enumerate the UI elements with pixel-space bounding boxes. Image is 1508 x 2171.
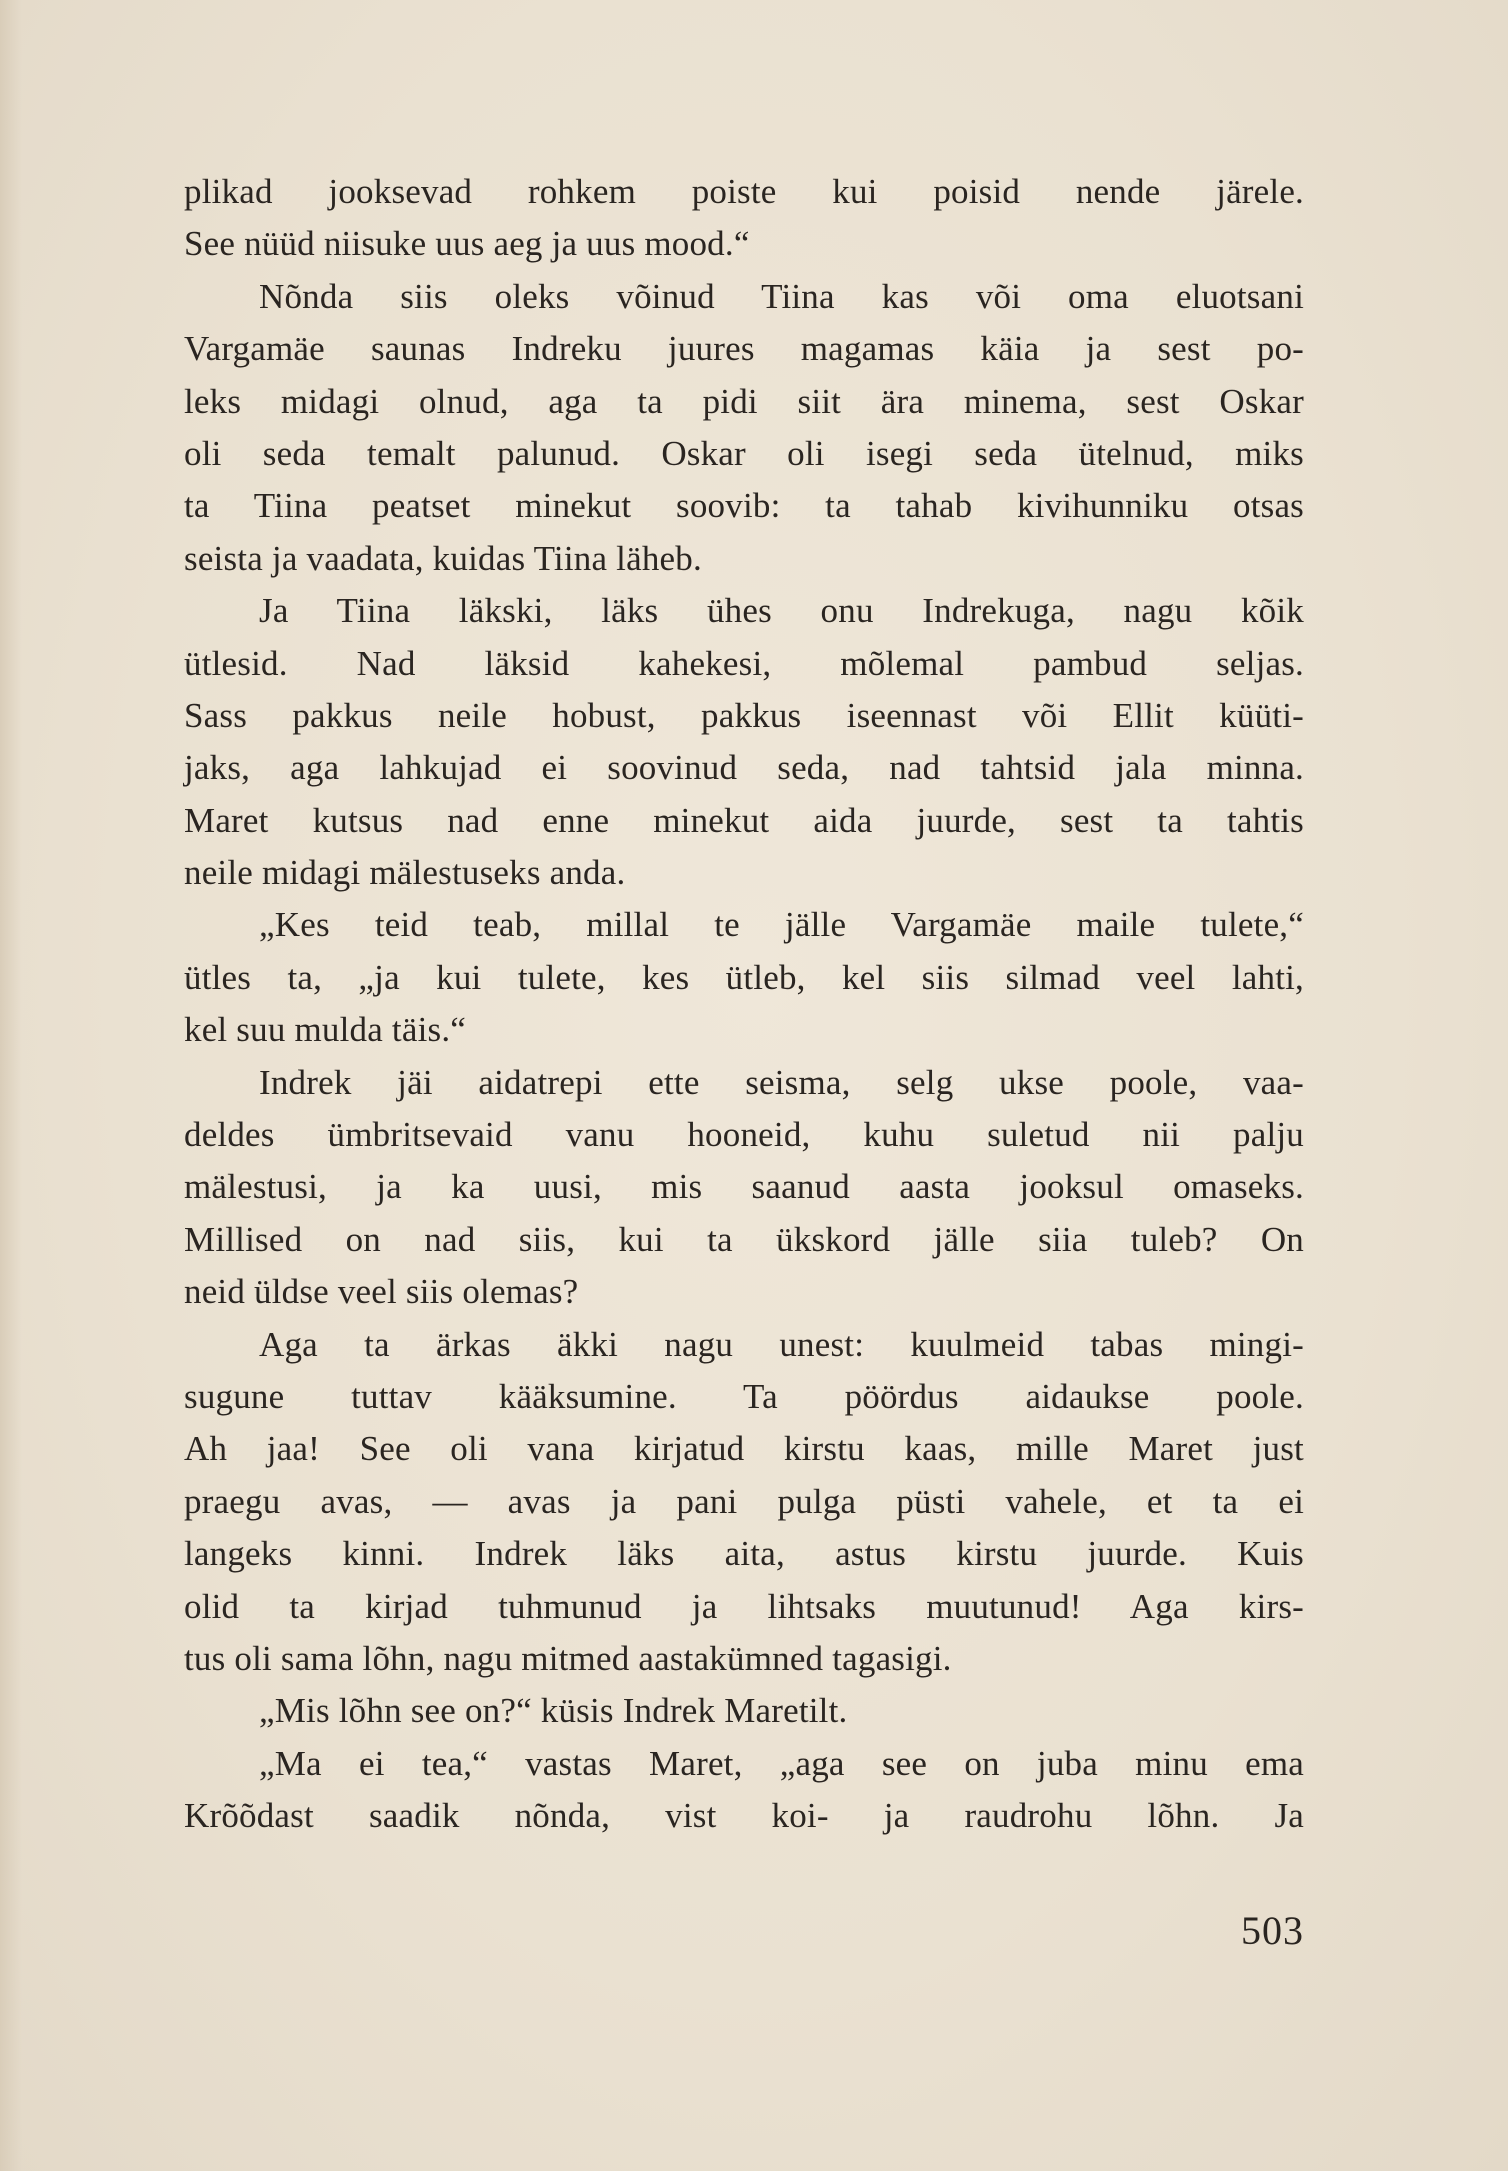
text-line: mälestusi, ja ka uusi, mis saanud aasta jooksul omaseks. bbox=[184, 1167, 1304, 1207]
text-line: neile midagi mälestuseks anda. bbox=[184, 853, 626, 893]
text-line: olid ta kirjad tuhmunud ja lihtsaks muutunud! Aga kirs- bbox=[184, 1586, 1304, 1626]
text-line: Sass pakkus neile hobust, pakkus iseennast või Ellit küüti- bbox=[184, 695, 1304, 735]
page-gutter-shadow bbox=[0, 0, 22, 2171]
text-line: Millised on nad siis, kui ta ükskord jälle siia tuleb? On bbox=[184, 1219, 1304, 1259]
text-line: sugune tuttav kääksumine. Ta pöördus aidaukse poole. bbox=[184, 1376, 1304, 1416]
text-line: oli seda temalt palunud. Oskar oli isegi seda ütelnud, miks bbox=[184, 433, 1304, 473]
text-line: kel suu mulda täis.“ bbox=[184, 1010, 467, 1050]
text-line: jaks, aga lahkujad ei soovinud seda, nad tahtsid jala minna. bbox=[184, 748, 1304, 788]
text-line: See nüüd niisuke uus aeg ja uus mood.“ bbox=[184, 224, 750, 264]
text-line: deldes ümbritsevaid vanu hooneid, kuhu suletud nii palju bbox=[184, 1115, 1304, 1155]
paragraph-start-line: Indrek jäi aidatrepi ette seisma, selg ukse poole, vaa- bbox=[259, 1062, 1304, 1102]
text-line: praegu avas, — avas ja pani pulga püsti vahele, et ta ei bbox=[184, 1481, 1304, 1521]
page-number: 503 bbox=[1241, 1908, 1304, 1953]
text-line: Vargamäe saunas Indreku juures magamas käia ja sest po- bbox=[184, 329, 1304, 369]
text-line: Ah jaa! See oli vana kirjatud kirstu kaas, mille Maret just bbox=[184, 1429, 1304, 1469]
paragraph-start-line: Ja Tiina läkski, läks ühes onu Indrekuga, nagu kõik bbox=[259, 591, 1304, 631]
paragraph-start-line: „Ma ei tea,“ vastas Maret, „aga see on juba minu ema bbox=[259, 1743, 1304, 1783]
text-line: Krõõdast saadik nõnda, vist koi- ja raudrohu lõhn. Ja bbox=[184, 1796, 1304, 1836]
text-line: Maret kutsus nad enne minekut aida juurde, sest ta tahtis bbox=[184, 800, 1304, 840]
text-line: tus oli sama lõhn, nagu mitmed aastakümned tagasigi. bbox=[184, 1638, 952, 1678]
text-line: plikad jooksevad rohkem poiste kui poisid nende järele. bbox=[184, 172, 1304, 211]
text-line: neid üldse veel siis olemas? bbox=[184, 1272, 579, 1312]
text-line: seista ja vaadata, kuidas Tiina läheb. bbox=[184, 538, 702, 578]
body-text bbox=[184, 166, 1304, 1843]
text-line: ütles ta, „ja kui tulete, kes ütleb, kel siis silmad veel lahti, bbox=[184, 957, 1304, 997]
paragraph-start-line: „Kes teid teab, millal te jälle Vargamäe maile tulete,“ bbox=[259, 905, 1304, 945]
paragraph-start-line: Nõnda siis oleks võinud Tiina kas või oma eluotsani bbox=[259, 276, 1304, 316]
paragraph-start-line: „Mis lõhn see on?“ küsis Indrek Maretilt. bbox=[259, 1691, 848, 1731]
text-line: ütlesid. Nad läksid kahekesi, mõlemal pambud seljas. bbox=[184, 643, 1304, 683]
text-line: leks midagi olnud, aga ta pidi siit ära minema, sest Oskar bbox=[184, 381, 1304, 421]
text-line: ta Tiina peatset minekut soovib: ta tahab kivihunniku otsas bbox=[184, 486, 1304, 526]
paragraph-start-line: Aga ta ärkas äkki nagu unest: kuulmeid tabas mingi- bbox=[259, 1324, 1304, 1364]
text-line: langeks kinni. Indrek läks aita, astus kirstu juurde. Kuis bbox=[184, 1534, 1304, 1574]
